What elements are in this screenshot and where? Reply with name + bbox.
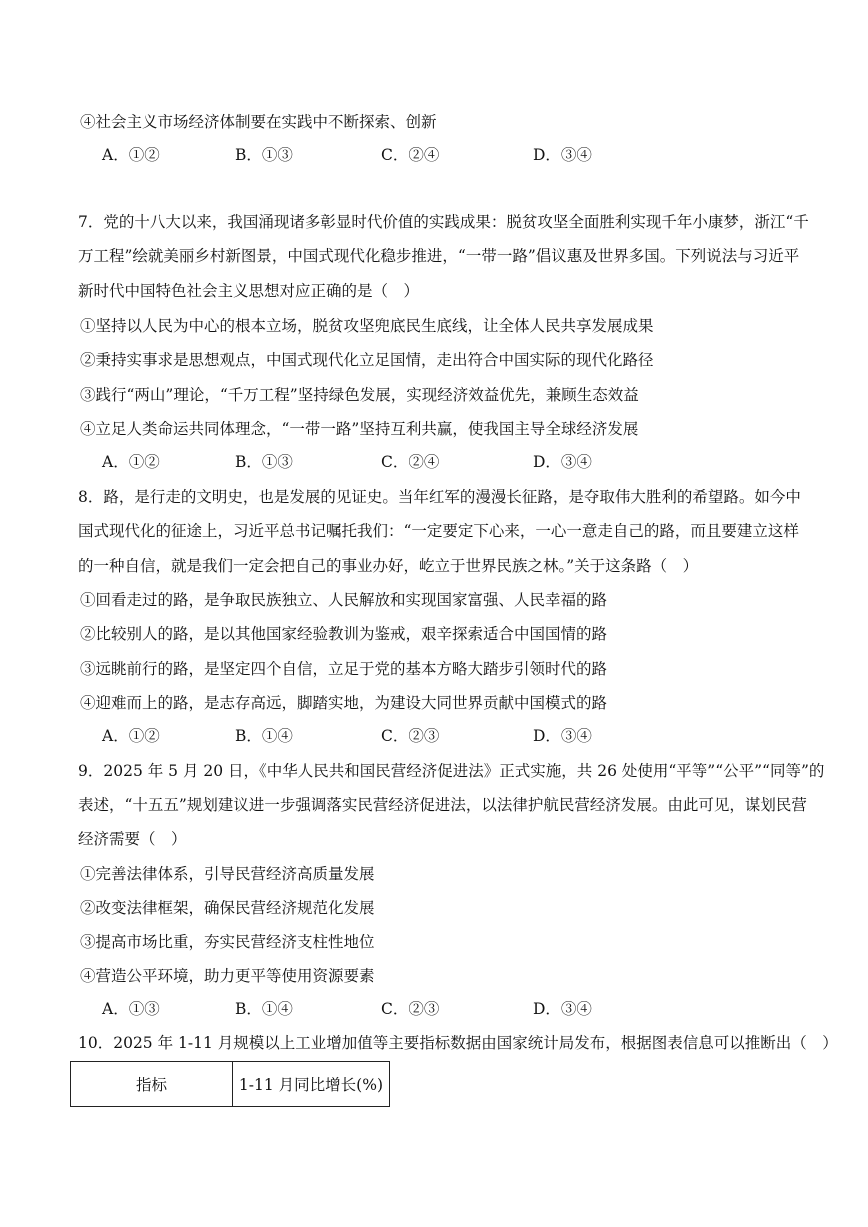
q8-option-c[interactable]: C．②③: [381, 727, 440, 745]
q8-stem-line-2: 国式现代化的征途上，习近平总书记嘱托我们：“一定要定下心来，一心一意走自己的路，而且要建立这样: [78, 522, 799, 540]
q9-statement-3: ③提高市场比重，夯实民营经济支柱性地位: [80, 933, 375, 951]
q9-option-c[interactable]: C．②③: [381, 1000, 440, 1018]
q7-statement-1: ①坚持以人民为中心的根本立场，脱贫攻坚兜底民生底线，让全体人民共享发展成果: [80, 317, 654, 335]
q10-stem: 10．2025 年 1-11 月规模以上工业增加值等主要指标数据由国家统计局发布，根据图表信息可以推断出（ ）: [78, 1034, 838, 1052]
q9-statement-4: ④营造公平环境，助力更平等使用资源要素: [80, 967, 375, 985]
q9-option-d[interactable]: D．③④: [533, 1000, 592, 1018]
q10-indicator-table: [70, 1061, 390, 1107]
q8-stem-line-1: 8．路，是行走的文明史，也是发展的见证史。当年红军的漫漫长征路，是夺取伟大胜利的希望路。如今中: [78, 488, 801, 506]
q7-stem-line-1: 7．党的十八大以来，我国涌现诸多彰显时代价值的实践成果：脱贫攻坚全面胜利实现千年小康梦，浙江“千: [78, 213, 809, 231]
q7-options: [102, 452, 662, 472]
q6-option-d[interactable]: D．③④: [533, 146, 592, 164]
q6-option-c[interactable]: C．②④: [381, 146, 440, 164]
q8-option-d[interactable]: D．③④: [533, 727, 592, 745]
q8-statement-4: ④迎难而上的路，是志存高远，脚踏实地，为建设大同世界贡献中国模式的路: [80, 694, 608, 712]
table-header-row: [71, 1062, 390, 1107]
q9-statement-1: ①完善法律体系，引导民营经济高质量发展: [80, 865, 375, 883]
q8-option-a[interactable]: A．①②: [102, 727, 160, 745]
q8-stem-line-3: 的一种自信，就是我们一定会把自己的事业办好，屹立于世界民族之林。”关于这条路（ ）: [78, 557, 699, 575]
q7-statement-3: ③践行“两山”理论，“千万工程”坚持绿色发展，实现经济效益优先，兼顾生态效益: [80, 386, 639, 404]
q6-statement-4: ④社会主义市场经济体制要在实践中不断探索、创新: [80, 113, 437, 131]
table-header-growth: 1-11 月同比增长(%): [232, 1062, 389, 1107]
q7-stem-line-2: 万工程”绘就美丽乡村新图景，中国式现代化稳步推进，“一带一路”倡议惠及世界多国。下列说法与习近平: [78, 247, 800, 265]
q8-statement-3: ③远眺前行的路，是坚定四个自信，立足于党的基本方略大踏步引领时代的路: [80, 660, 608, 678]
q9-stem-line-2: 表述，“十五五”规划建议进一步强调落实民营经济促进法，以法律护航民营经济发展。由此可见，谋划民营: [78, 796, 807, 814]
q6-options: [102, 145, 662, 165]
q6-option-a[interactable]: A．①②: [102, 146, 160, 164]
q9-stem-line-3: 经济需要（ ）: [78, 830, 187, 848]
q9-option-b[interactable]: B．①④: [235, 1000, 293, 1018]
q7-statement-4: ④立足人类命运共同体理念，“一带一路”坚持互利共赢，使我国主导全球经济发展: [80, 420, 639, 438]
q6-option-b[interactable]: B．①③: [235, 146, 293, 164]
q7-option-d[interactable]: D．③④: [533, 453, 592, 471]
table-header-indicator: 指标: [71, 1062, 233, 1107]
q9-option-a[interactable]: A．①③: [102, 1000, 160, 1018]
q7-option-a[interactable]: A．①②: [102, 453, 160, 471]
q8-options: [102, 726, 662, 746]
q7-option-b[interactable]: B．①③: [235, 453, 293, 471]
q7-option-c[interactable]: C．②④: [381, 453, 440, 471]
q8-statement-1: ①回看走过的路，是争取民族独立、人民解放和实现国家富强、人民幸福的路: [80, 591, 608, 609]
q7-statement-2: ②秉持实事求是思想观点，中国式现代化立足国情，走出符合中国实际的现代化路径: [80, 351, 654, 369]
q8-statement-2: ②比较别人的路，是以其他国家经验教训为鉴戒，艰辛探索适合中国国情的路: [80, 625, 608, 643]
q9-options: [102, 999, 662, 1019]
q7-stem-line-3: 新时代中国特色社会主义思想对应正确的是（ ）: [78, 282, 420, 300]
q9-statement-2: ②改变法律框架，确保民营经济规范化发展: [80, 899, 375, 917]
q9-stem-line-1: 9．2025 年 5 月 20 日，《中华人民共和国民营经济促进法》正式实施，共 26 处使用“平等”“公平”“同等”的: [78, 762, 825, 780]
q8-option-b[interactable]: B．①④: [235, 727, 293, 745]
